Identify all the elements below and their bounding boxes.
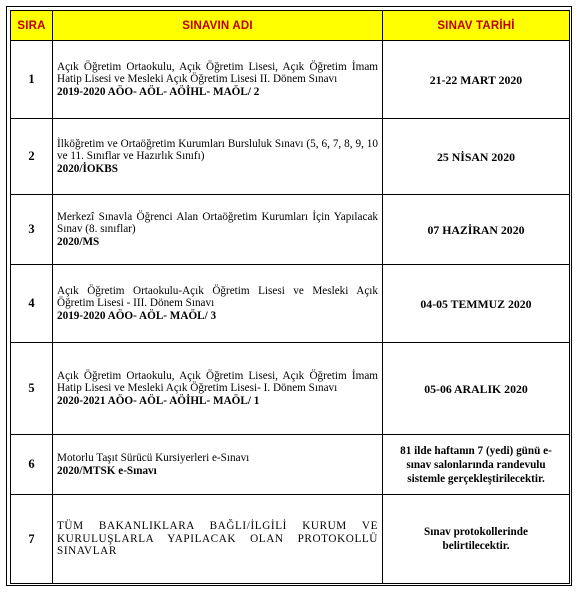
exam-date: 07 HAZİRAN 2020 <box>383 195 570 265</box>
exam-date: 81 ilde haftanın 7 (yedi) günü e-sınav salonlarında randevulu sistemle gerçekleştirilecektir. <box>383 435 570 495</box>
exam-code: 2019-2020 AÖO- AÖL- AÖİHL- MAÖL/ 2 <box>57 85 260 98</box>
exam-date: 21-22 MART 2020 <box>383 41 570 119</box>
table-header-row <box>11 11 570 41</box>
exam-name-cell <box>53 435 383 495</box>
row-number: 7 <box>11 495 53 584</box>
header-sira: SIRA <box>11 11 53 41</box>
exam-description: Motorlu Taşıt Sürücü Kursiyerleri e-Sınavı <box>57 451 250 464</box>
row-number: 1 <box>11 41 53 119</box>
exam-name-cell <box>53 343 383 435</box>
table-row <box>11 195 570 265</box>
exam-name-cell <box>53 195 383 265</box>
table-row <box>11 119 570 195</box>
exam-date: 05-06 ARALIK 2020 <box>383 343 570 435</box>
table-row <box>11 265 570 343</box>
exam-code: 2020-2021 AÖO- AÖL- AÖİHL- MAÖL/ 1 <box>57 394 260 407</box>
row-number: 4 <box>11 265 53 343</box>
table-row <box>11 495 570 584</box>
row-number: 2 <box>11 119 53 195</box>
exam-code: 2020/İOKBS <box>57 162 118 175</box>
exam-name-cell <box>53 495 383 584</box>
exam-description: İlköğretim ve Ortaöğretim Kurumları Bursluluk Sınavı (5, 6, 7, 8, 9, 10 ve 11. Sınıflar ve Hazırlık Sınıfı) <box>57 137 378 163</box>
exam-name-cell <box>53 119 383 195</box>
header-sinavin-adi: SINAVIN ADI <box>53 11 383 41</box>
exam-date: 25 NİSAN 2020 <box>383 119 570 195</box>
exam-date: Sınav protokollerinde belirtilecektir. <box>383 495 570 584</box>
exam-name-cell <box>53 41 383 119</box>
exam-description: Açık Öğretim Ortaokulu-Açık Öğretim Lisesi ve Mesleki Açık Öğretim Lisesi - III. Dönem Sınavı <box>57 284 378 310</box>
exam-code: 2019-2020 AÖO- AÖL- MAÖL/ 3 <box>57 309 217 322</box>
table-row <box>11 41 570 119</box>
document-page <box>6 6 572 586</box>
exam-code: 2020/MS <box>57 235 100 248</box>
row-number: 6 <box>11 435 53 495</box>
exam-description: TÜM BAKANLIKLARA BAĞLI/İLGİLİ KURUM VE KURULUŞLARLA YAPILACAK OLAN PROTOKOLLÜ SINAVLAR <box>57 520 378 558</box>
exam-date: 04-05 TEMMUZ 2020 <box>383 265 570 343</box>
row-number: 3 <box>11 195 53 265</box>
exam-description: Açık Öğretim Ortaokulu, Açık Öğretim Lisesi, Açık Öğretim İmam Hatip Lisesi ve Mesleki Açık Öğretim Lisesi II. Dönem Sınavı <box>57 60 378 86</box>
exam-name-cell <box>53 265 383 343</box>
table-row <box>11 343 570 435</box>
exam-description: Merkezî Sınavla Öğrenci Alan Ortaöğretim Kurumları İçin Yapılacak Sınav (8. sınıflar) <box>57 210 378 236</box>
exam-schedule-table <box>10 10 570 584</box>
row-number: 5 <box>11 343 53 435</box>
header-sinav-tarihi: SINAV TARİHİ <box>383 11 570 41</box>
exam-code: 2020/MTSK e-Sınavı <box>57 464 157 477</box>
table-row <box>11 435 570 495</box>
exam-description: Açık Öğretim Ortaokulu, Açık Öğretim Lisesi, Açık Öğretim İmam Hatip Lisesi ve Mesleki Açık Öğretim Lisesi- I. Dönem Sınavı <box>57 369 378 395</box>
